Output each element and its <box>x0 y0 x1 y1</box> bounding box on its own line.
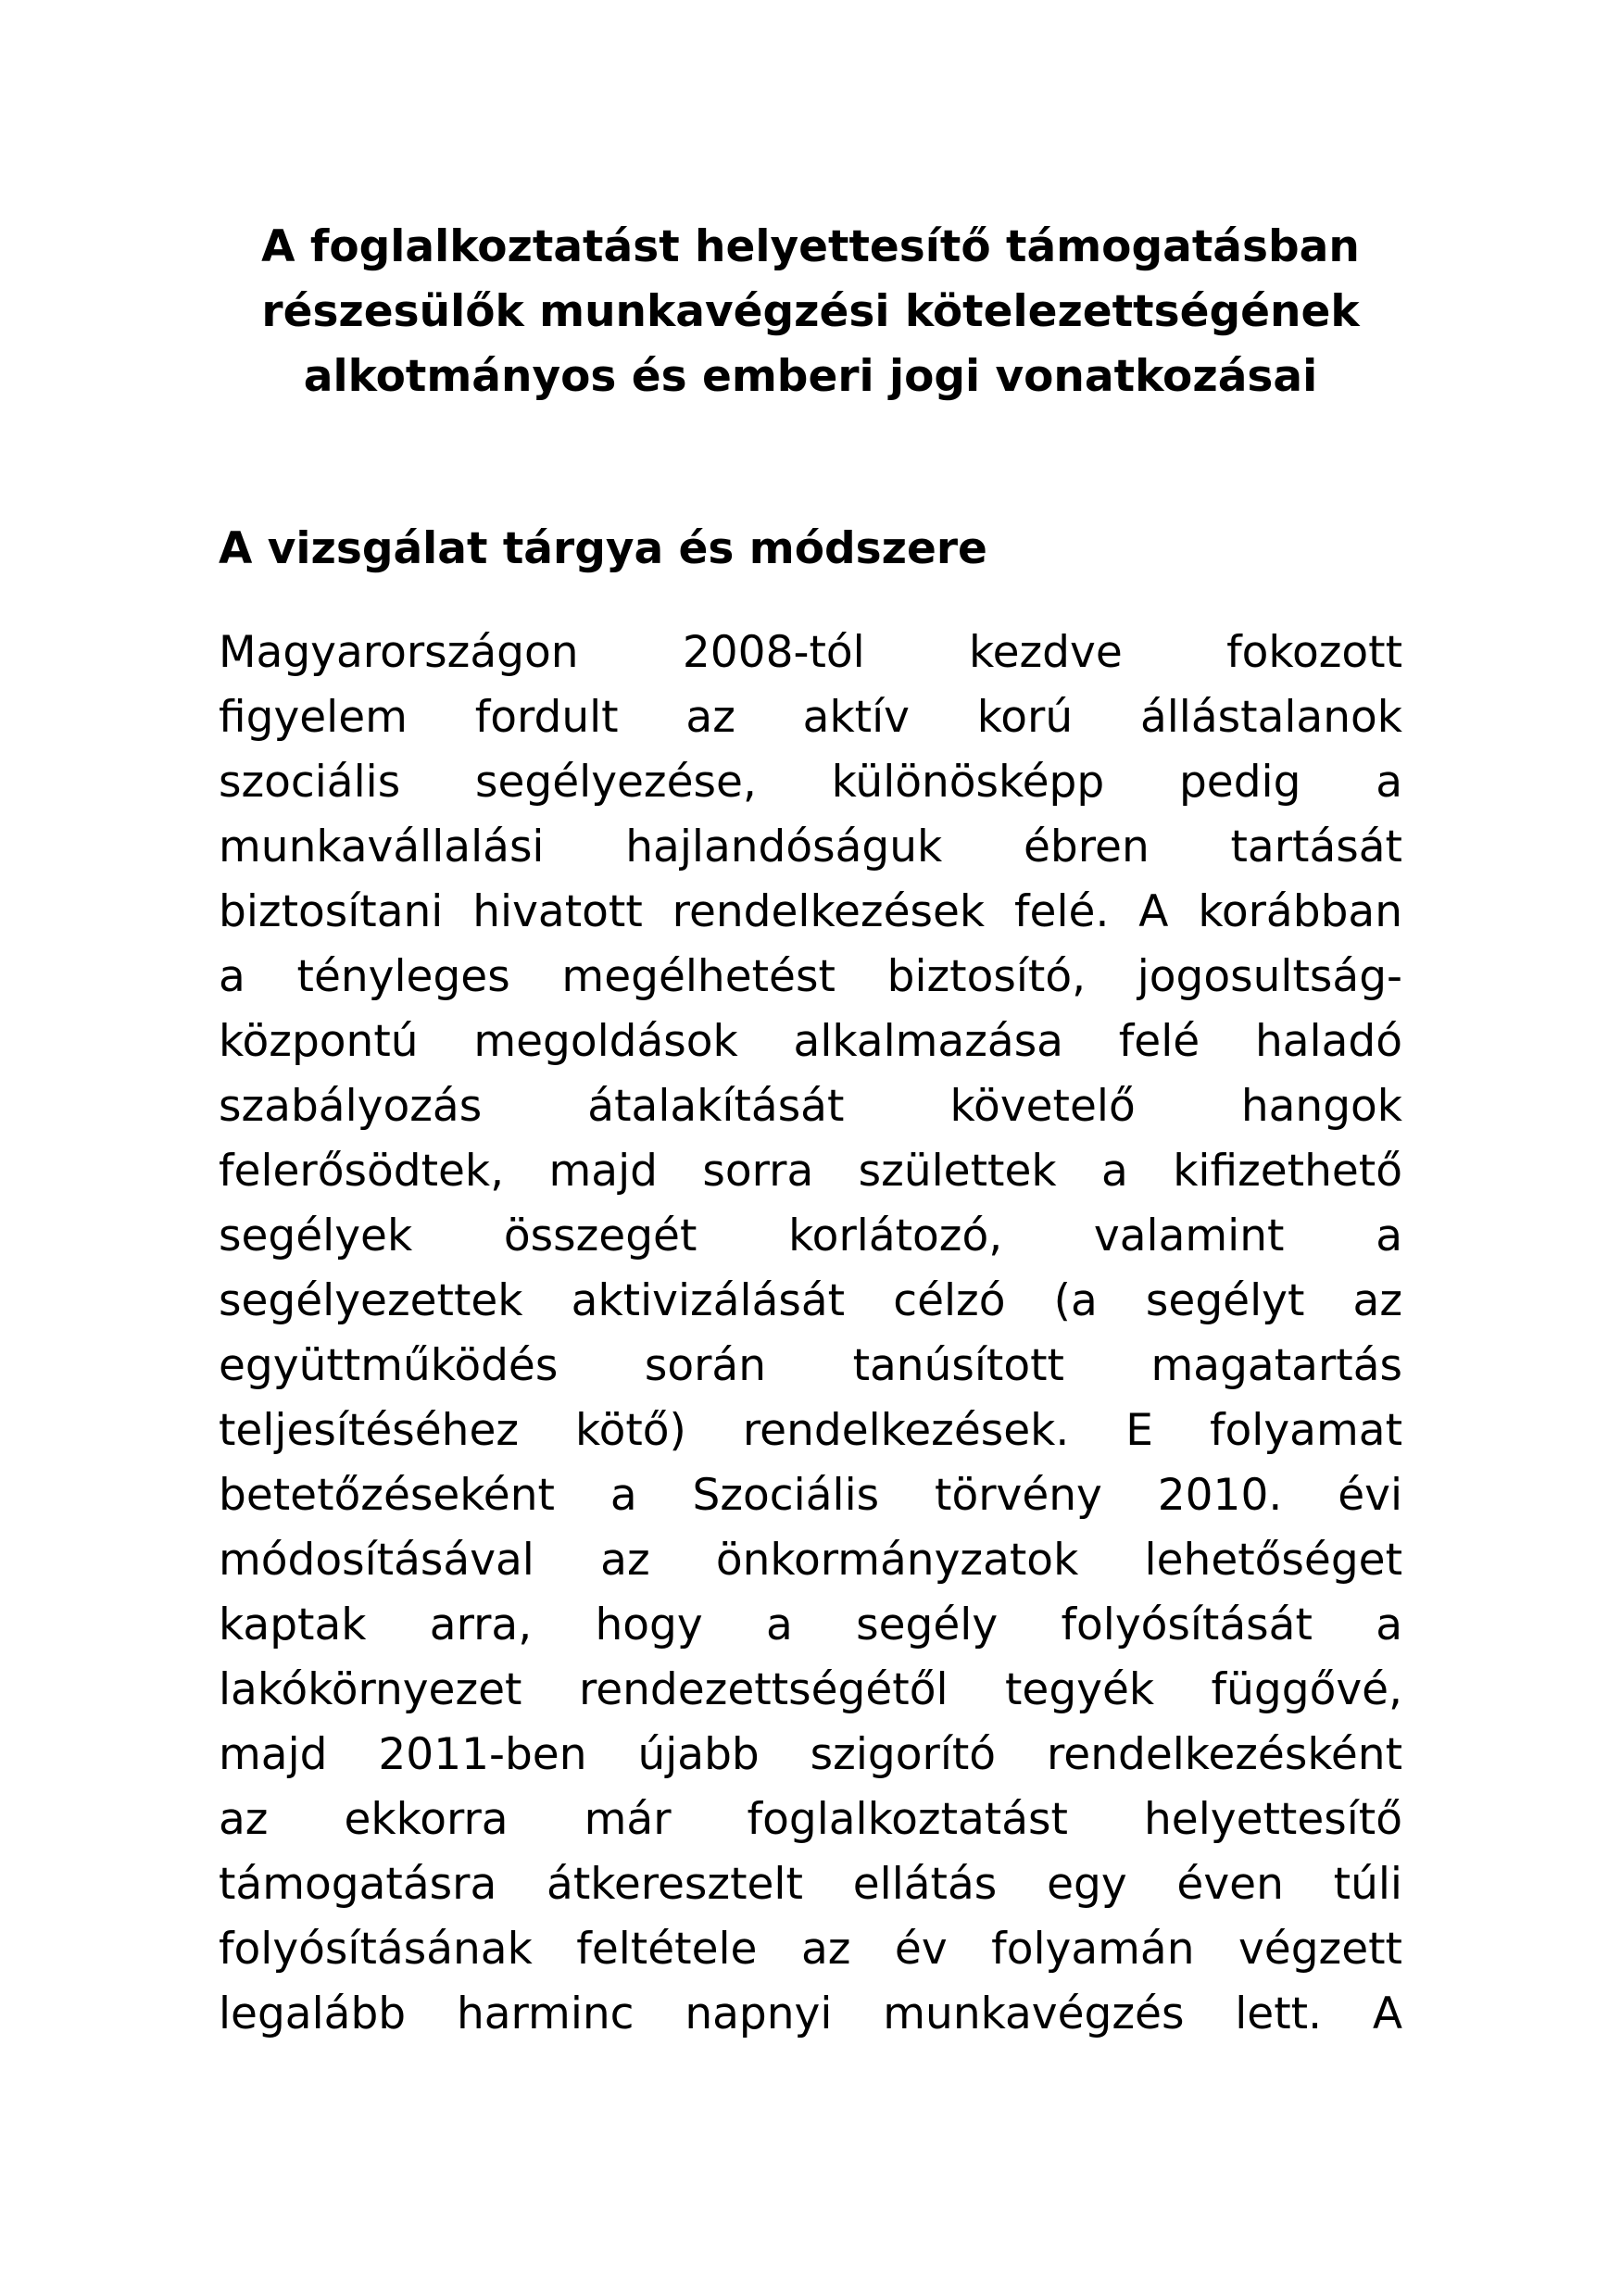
document-page <box>219 215 1402 2039</box>
body-line: teljesítéséhez kötő) rendelkezések. E folyamat <box>219 1405 1402 1456</box>
body-line: munkavállalási hajlandóságuk ébren tartását <box>219 822 1402 872</box>
title-line: A foglalkoztatást helyettesítő támogatásban <box>261 221 1360 272</box>
body-line: központú megoldások alkalmazása felé haladó <box>219 1016 1402 1067</box>
body-line: majd 2011-ben újabb szigorító rendelkezésként <box>219 1729 1402 1780</box>
body-line: folyósításának feltétele az év folyamán végzett <box>219 1924 1402 1975</box>
title-line: alkotmányos és emberi jogi vonatkozásai <box>303 351 1318 402</box>
body-line: betetőzéseként a Szociális törvény 2010. évi <box>219 1470 1402 1521</box>
body-line: szabályozás átalakítását követelő hangok <box>219 1081 1402 1132</box>
body-line: együttműködés során tanúsított magatartás <box>219 1340 1402 1391</box>
body-line: biztosítani hivatott rendelkezések felé. A korábban <box>219 886 1402 937</box>
body-line: figyelem fordult az aktív korú állástalanok <box>219 692 1402 743</box>
title-line: részesülők munkavégzési kötelezettségének <box>261 286 1360 337</box>
body-line: Magyarországon 2008-tól kezdve fokozott <box>219 627 1402 678</box>
body-line: lakókörnyezet rendezettségétől tegyék függővé, <box>219 1664 1402 1715</box>
body-line: segélyek összegét korlátozó, valamint a <box>219 1211 1402 1261</box>
body-line: támogatásra átkeresztelt ellátás egy éven túli <box>219 1859 1402 1910</box>
body-paragraph <box>219 621 1402 2047</box>
document-title <box>219 215 1402 409</box>
body-line: segélyezettek aktivizálását célzó (a segélyt az <box>219 1275 1402 1326</box>
body-line: legalább harminc napnyi munkavégzés lett. A <box>219 1989 1402 2039</box>
body-line: felerősödtek, majd sorra születtek a kifizethető <box>219 1146 1402 1197</box>
body-line: módosításával az önkormányzatok lehetőséget <box>219 1535 1402 1586</box>
body-line: kaptak arra, hogy a segély folyósítását a <box>219 1600 1402 1650</box>
section-heading: A vizsgálat tárgya és módszere <box>219 523 987 574</box>
body-line: az ekkorra már foglalkoztatást helyettesítő <box>219 1794 1402 1845</box>
body-line: a tényleges megélhetést biztosító, jogosultság- <box>219 951 1402 1002</box>
body-line: szociális segélyezése, különösképp pedig a <box>219 757 1402 808</box>
